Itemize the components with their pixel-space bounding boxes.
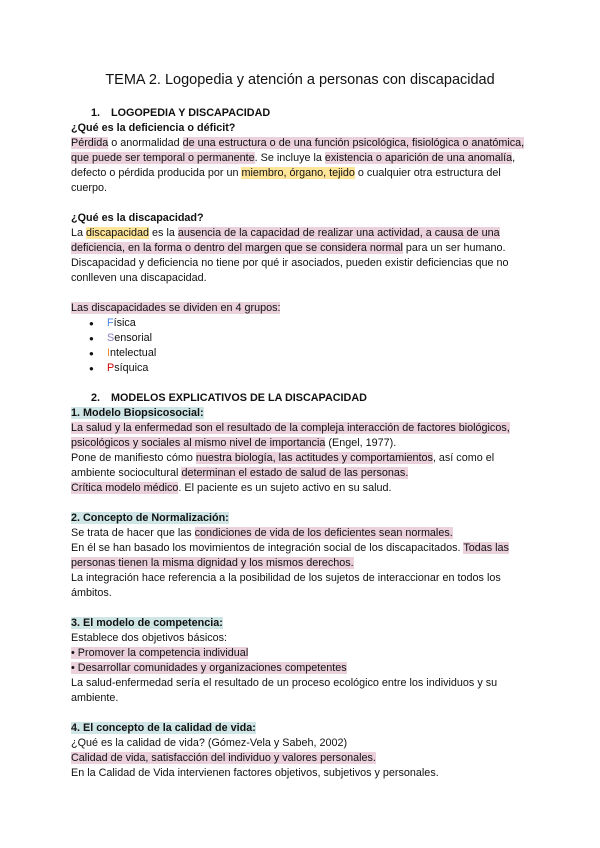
highlight: • Desarrollar comunidades y organizaciones competentes bbox=[71, 662, 347, 674]
question-discapacidad: ¿Qué es la discapacidad? bbox=[71, 212, 204, 224]
text: , así como el ambiente sociocultural bbox=[71, 452, 495, 479]
paragraph-discapacidad bbox=[71, 226, 531, 286]
highlight: condiciones de vida de los deficientes sean normales. bbox=[194, 527, 453, 539]
model-3-objective bbox=[71, 646, 531, 661]
highlight: La salud y la enfermedad son el resultado de la compleja interacción de factores biológicos, psicológicos y sociales al mismo nivel de importancia bbox=[71, 422, 510, 449]
highlight: 4. El concepto de la calidad de vida: bbox=[71, 722, 256, 734]
list-item bbox=[89, 316, 531, 331]
highlight: de una estructura o de una función psicológica, fisiológica o anatómica, que puede ser temporal o permanente bbox=[71, 137, 525, 164]
model-1-title bbox=[71, 406, 531, 421]
model-4-paragraph-2: En la Calidad de Vida intervienen factores objetivos, subjetivos y personales. bbox=[71, 767, 439, 779]
group-rest: ísica bbox=[113, 317, 136, 329]
paragraph-deficiencia bbox=[71, 136, 531, 196]
highlight: Todas las personas tienen la misma dignidad y los mismos derechos. bbox=[71, 542, 509, 569]
group-rest: ensorial bbox=[114, 332, 153, 344]
text: La bbox=[71, 227, 87, 239]
text: (Engel, 1977). bbox=[325, 437, 397, 449]
model-1-paragraph-3 bbox=[71, 481, 531, 496]
list-item bbox=[89, 331, 531, 346]
list-item bbox=[89, 361, 531, 376]
model-2-title bbox=[71, 511, 531, 526]
model-2-paragraph-3: La integración hace referencia a la posibilidad de los sujetos de interaccionar en todos los ámbitos. bbox=[71, 572, 501, 599]
section-2-heading bbox=[91, 391, 531, 406]
model-3-title bbox=[71, 616, 531, 631]
document-body bbox=[71, 106, 531, 781]
highlight: Pérdida bbox=[71, 137, 109, 149]
text: Pone de manifiesto cómo bbox=[71, 452, 196, 464]
model-4-paragraph bbox=[71, 751, 531, 766]
model-2-paragraph-2 bbox=[71, 541, 531, 571]
section-number: 2. bbox=[91, 392, 101, 404]
section-1-heading bbox=[91, 106, 531, 121]
text: . El paciente es un sujeto activo en su salud. bbox=[178, 482, 392, 494]
model-3-intro: Establece dos objetivos básicos: bbox=[71, 632, 228, 644]
highlight: discapacidad bbox=[86, 227, 150, 239]
group-initial: F bbox=[107, 317, 114, 329]
text: En él se han basado los movimientos de integración social de los discapacitados. bbox=[71, 542, 464, 554]
group-rest: síquica bbox=[114, 362, 149, 374]
highlight: miembro, órgano, tejido bbox=[241, 167, 355, 179]
text: Se trata de hacer que las bbox=[71, 527, 195, 539]
highlight: nuestra biología, las actitudes y comportamientos bbox=[195, 452, 433, 464]
model-3-objective bbox=[71, 661, 531, 676]
model-4-question: ¿Qué es la calidad de vida? (Gómez-Vela y Sabeh, 2002) bbox=[71, 737, 348, 749]
text: para un ser humano. Discapacidad y deficiencia no tiene por qué ir asociados, pueden existir deficiencias que no conlleven una discapacidad. bbox=[71, 242, 509, 284]
highlight: Calidad de vida, satisfacción del individuo y valores personales. bbox=[71, 752, 376, 764]
list-item bbox=[89, 346, 531, 361]
group-initial: S bbox=[107, 332, 115, 344]
highlight: 3. El modelo de competencia: bbox=[71, 617, 223, 629]
section-number: 1. bbox=[91, 107, 101, 119]
group-initial: P bbox=[107, 362, 115, 374]
highlight: Las discapacidades se dividen en 4 grupos: bbox=[71, 302, 281, 314]
question-deficiencia: ¿Qué es la deficiencia o déficit? bbox=[71, 122, 236, 134]
model-1-paragraph-2 bbox=[71, 451, 531, 481]
model-4-title bbox=[71, 721, 531, 736]
group-rest: ntelectual bbox=[110, 347, 157, 359]
model-1-paragraph bbox=[71, 421, 531, 451]
text: . Se incluye la bbox=[254, 152, 325, 164]
text: o anormalidad bbox=[108, 137, 183, 149]
highlight: • Promover la competencia individual bbox=[71, 647, 249, 659]
highlight: determinan el estado de salud de las personas. bbox=[181, 467, 409, 479]
model-2-paragraph bbox=[71, 526, 531, 541]
text: es la bbox=[149, 227, 178, 239]
highlight: Crítica modelo médico bbox=[71, 482, 179, 494]
section-title: LOGOPEDIA Y DISCAPACIDAD bbox=[111, 107, 271, 119]
highlight: 1. Modelo Biopsicosocial: bbox=[71, 407, 204, 419]
highlight: ausencia de la capacidad de realizar una actividad, a causa de una deficiencia, en la forma o dentro del margen que se considera normal bbox=[71, 227, 500, 254]
document-title: TEMA 2. Logopedia y atención a personas con discapacidad bbox=[105, 72, 495, 88]
text: o cualquier otra estructura del cuerpo. bbox=[71, 167, 501, 194]
highlight: existencia o aparición de una anomalía bbox=[324, 152, 513, 164]
model-3-paragraph: La salud-enfermedad sería el resultado de un proceso ecológico entre los individuos y su ambiente. bbox=[71, 677, 498, 704]
groups-list bbox=[71, 316, 531, 376]
groups-intro bbox=[71, 301, 531, 316]
highlight: 2. Concepto de Normalización: bbox=[71, 512, 229, 524]
group-initial: I bbox=[107, 347, 110, 359]
text: , defecto o pérdida producida por un bbox=[71, 152, 516, 179]
section-title: MODELOS EXPLICATIVOS DE LA DISCAPACIDAD bbox=[111, 392, 367, 404]
